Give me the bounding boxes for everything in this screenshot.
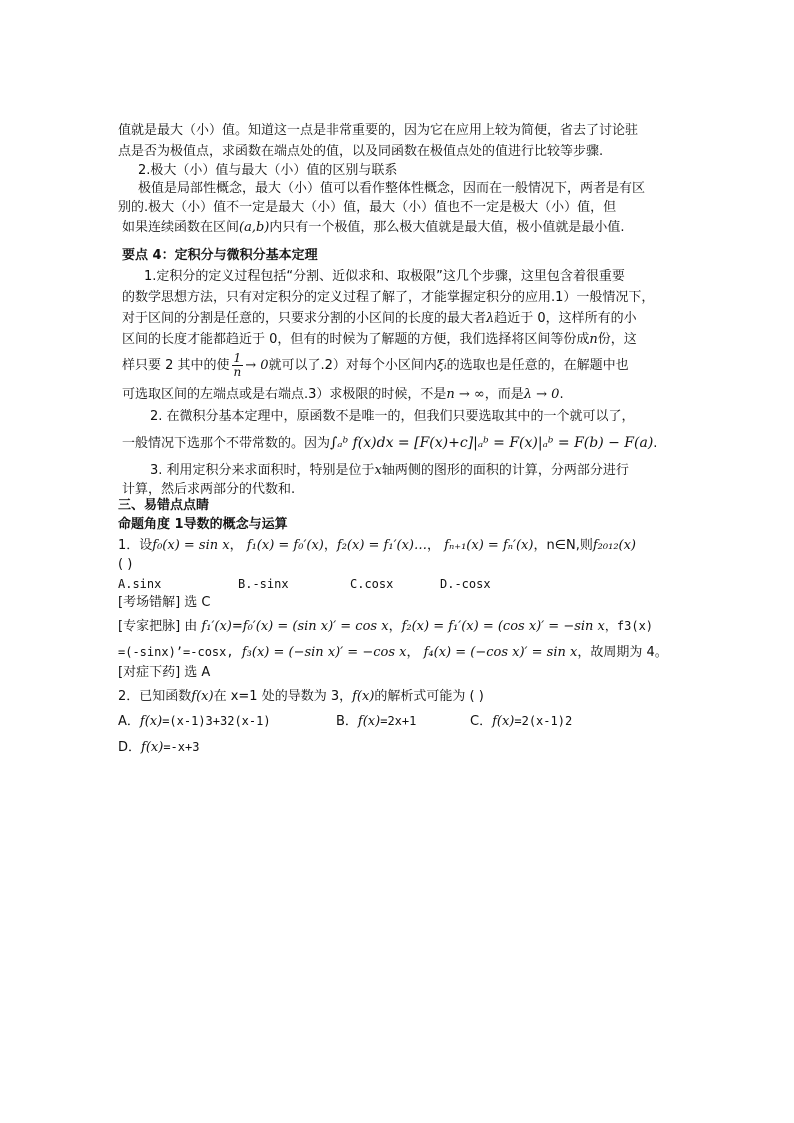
p2-line-8-b: . [653, 436, 658, 451]
keypoint-4-title: 要点 4：定积分与微积分基本定理 [122, 248, 318, 263]
q2-stem [118, 686, 484, 708]
q1-f2012-math: f₂₀₁₂(x) [592, 538, 637, 553]
p2-line-9-b: 轴两侧的图形的面积的计算，分两部分进行 [381, 463, 629, 478]
q1-paren: ( ) [118, 557, 133, 572]
q2-f-math-1: f(x) [191, 689, 214, 704]
q1-c: ， [323, 538, 337, 553]
p1-line-5-b: 内只有一个极值，那么极大值就是最大值，极小值就是最小值. [269, 220, 625, 235]
p2-line-6-a: 可选取区间的左端点或是右端点.3）求极限的时候，不是 [122, 387, 447, 402]
q1-b: ， [229, 538, 243, 553]
p2-line-5-a: 样只要 2 其中的使 [122, 358, 230, 373]
q1-option-d: D.-cosx [440, 577, 491, 591]
p2-line-3 [122, 310, 637, 328]
q1-exp2-f3-math: f₃(x) = (−sin x)′ = −cos x [241, 645, 407, 660]
q1-option-c: C.cosx [350, 577, 394, 591]
n-infinity-math: n → ∞ [446, 387, 485, 402]
p2-line-1: 1.定积分的定义过程包括“分割、近似求和、取极限”这几个步骤，这里包含着很重要 [144, 269, 625, 284]
q1-exp-b: ， [388, 619, 402, 634]
q2-option-c: C．f(x)=2(x-1)2 [470, 714, 573, 729]
q1-wrong-answer: [考场错解] 选 C [118, 595, 211, 610]
p2-line-2: 的数学思想方法，只有对定积分的定义过程了解了，才能掌握定积分的应用.1）一般情况下， [122, 290, 655, 305]
q1-stem [118, 534, 636, 558]
p2-line-4-b: 份，这 [597, 332, 637, 347]
q1-exp-c: ，f3(x) [604, 619, 654, 633]
x-axis-math: x [374, 463, 382, 478]
q1-exp-f1-math: f₁′(x) [201, 619, 232, 634]
lambda-math: λ [486, 311, 495, 326]
q2-options-row-1 [118, 710, 572, 733]
interval-math: (a,b) [239, 220, 270, 235]
p2-line-4 [122, 331, 637, 349]
q1-options [118, 575, 491, 593]
section-3-heading: 三、易错点点睛 [118, 498, 210, 513]
p2-line-9 [150, 462, 629, 480]
p2-line-5-c: 的选取也是任意的，在解题中也 [446, 358, 629, 373]
p2-line-3-a: 对于区间的分割是任意的，只要求分割的小区间的长度的最大者 [122, 311, 487, 326]
p1-subheading: 2.极大（小）值与最大（小）值的区别与联系 [138, 163, 398, 178]
q2-option-a: A．f(x)=(x-1)3+32(x-1) [118, 714, 271, 729]
p2-line-8-a: 一般情况下选那个不带常数的。因为 [122, 436, 331, 451]
p2-line-10: 计算，然后求两部分的代数和. [122, 482, 296, 497]
q1-f0-math: f₀(x) = sin x [152, 538, 230, 553]
q1-d: ， [427, 538, 441, 553]
q2-option-b: B．f(x)=2x+1 [336, 714, 417, 729]
q1-option-b: B.-sinx [238, 577, 289, 591]
p2-line-3-b: 趋近于 0，这样所有的小 [494, 311, 637, 326]
p2-line-7: 2. 在微积分基本定理中，原函数不是唯一的，但我们只要选取其中的一个就可以了， [150, 409, 635, 424]
q1-exp2-c: ，故周期为 4。 [577, 645, 668, 660]
q2-b: 在 x=1 处的导数为 3， [213, 689, 353, 704]
q1-exp-f2-math: f₂(x) = f₁′(x) = (cos x)′ = −sin x [401, 619, 605, 634]
q1-exp-a: [专家把脉] 由 [118, 619, 198, 634]
q1-explanation-2 [118, 641, 668, 664]
q1-option-a: A.sinx [118, 577, 162, 591]
fundamental-theorem-formula: ∫ₐᵇ f(x)dx = [F(x)+c]|ₐᵇ = F(x)|ₐᵇ = F(b) − F(a) [330, 435, 654, 451]
p2-line-8 [122, 428, 657, 459]
lambda-zero-math: λ → 0 [523, 387, 560, 402]
q2-f-math-2: f(x) [352, 689, 375, 704]
section-3-subheading: 命题角度 1导数的概念与运算 [118, 517, 288, 532]
p2-line-5-b: 就可以了.2）对每个小区间内 [268, 358, 437, 373]
q1-fn-math: fₙ₊₁(x) = fₙ′(x) [444, 538, 534, 553]
p2-line-4-a: 区间的长度才能都趋近于 0，但有的时候为了解题的方便，我们选择将区间等份成 [122, 332, 590, 347]
q2-a: 2．已知函数 [118, 689, 192, 704]
one-over-n-fraction: $\frac{1}{n}$ [233, 351, 242, 379]
q1-a: 1．设 [118, 538, 153, 553]
p1-line-5-a: 如果连续函数在区间 [122, 220, 240, 235]
p2-line-5 [122, 352, 629, 380]
n-math: n [589, 332, 598, 347]
xi-math: ξᵢ [436, 358, 447, 373]
p2-line-6-b: ，而是 [484, 387, 524, 402]
p2-line-9-a: 3. 利用定积分来求面积时，特别是位于 [150, 463, 375, 478]
q1-exp2-a: =(-sinx)’=-cosx, [118, 645, 234, 659]
q1-exp-f0-math: f₀′(x) = (sin x)′ = cos x [242, 619, 389, 634]
q1-e: ，n∈N,则 [533, 538, 593, 553]
q1-explanation-1 [118, 614, 653, 639]
q2-option-d: D．f(x)=-x+3 [118, 740, 200, 755]
q1-f2-math: f₂(x) = f₁′(x)… [336, 538, 427, 553]
q1-f1-math: f₁(x) = f₀′(x) [246, 538, 324, 553]
p2-line-6-c: . [559, 387, 564, 402]
p1-line-5 [122, 219, 625, 237]
p1-line-3: 极值是局部性概念，最大（小）值可以看作整体性概念，因而在一般情况下，两者是有区 [138, 181, 646, 196]
p1-line-2: 点是否为极值点，求函数在端点处的值，以及同函数在极值点处的值进行比较等步骤. [118, 144, 604, 159]
limit-math: → 0 [245, 358, 269, 373]
p2-line-6 [122, 386, 564, 404]
q1-correct-answer: [对症下药] 选 A [118, 665, 211, 680]
q2-c: 的解析式可能为 ( ) [374, 689, 484, 704]
q1-exp2-f4-math: f₄(x) = (−cos x)′ = sin x [423, 645, 578, 660]
p1-line-4: 别的.极大（小）值不一定是最大（小）值，最大（小）值也不一定是极大（小）值，但 [118, 200, 617, 215]
q1-exp2-b: ， [406, 645, 420, 660]
q1-exp-eq: = [231, 619, 243, 634]
p1-line-1: 值就是最大（小）值。知道这一点是非常重要的，因为它在应用上较为简便，省去了讨论驻 [118, 123, 639, 138]
